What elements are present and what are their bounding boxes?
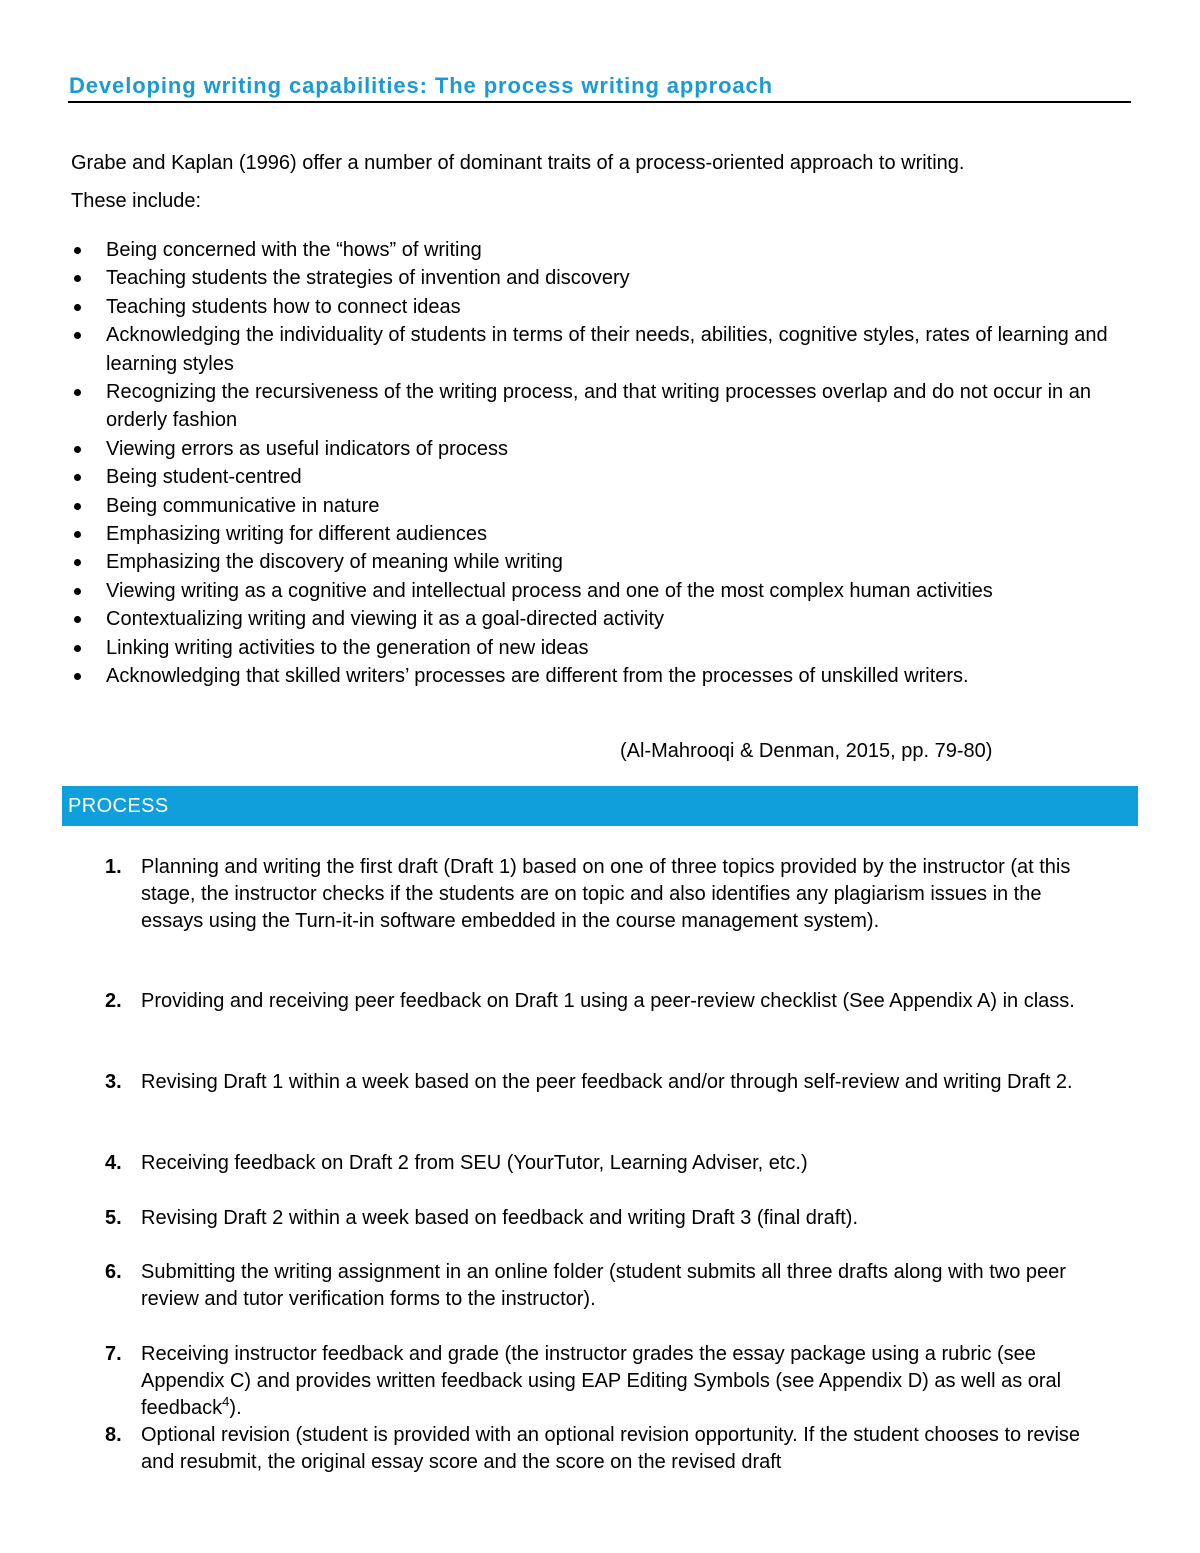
list-item [71, 577, 1141, 605]
step-text: Providing and receiving peer feedback on Draft 1 using a peer-review checklist (See Appendix A) in class. [141, 990, 1075, 1012]
step-text: Revising Draft 1 within a week based on the peer feedback and/or through self-review and writing Draft 2. [141, 1071, 1073, 1093]
bullet-icon [74, 304, 81, 311]
list-item-text: Acknowledging that skilled writers’ processes are different from the processes of unskilled writers. [106, 665, 969, 688]
intro-line-2: These include: [71, 190, 202, 212]
step-item [99, 1422, 1099, 1476]
list-item [71, 264, 1141, 292]
step-item [99, 1069, 1099, 1096]
step-number: 4. [105, 1152, 122, 1174]
bullet-icon [74, 673, 81, 680]
step-text: Revising Draft 2 within a week based on feedback and writing Draft 3 (final draft). [141, 1207, 859, 1229]
list-item [71, 463, 1141, 491]
traits-bullet-list [71, 236, 1141, 691]
page-title: Developing writing capabilities: The process writing approach [69, 73, 774, 98]
list-item-text: Being communicative in nature [106, 494, 380, 517]
step-text: Optional revision (student is provided with an optional revision opportunity. If the student chooses to revise and resubmit, the original essay score and the score on the revised draft [141, 1424, 1081, 1473]
bullet-icon [74, 446, 81, 453]
bullet-icon [74, 531, 81, 538]
list-item-text: Being student-centred [106, 466, 302, 489]
bullet-icon [74, 474, 81, 481]
step-text: Planning and writing the first draft (Draft 1) based on one of three topics provided by the instructor (at this stage, the instructor checks if the students are on topic and also identifies any plagiarism issues in the essays using the Turn-it-in software embedded in the course management system). [141, 856, 1071, 932]
step-number: 6. [105, 1261, 122, 1283]
step-number: 8. [105, 1424, 122, 1446]
list-item [71, 548, 1141, 576]
list-item [71, 634, 1141, 662]
list-item [71, 321, 1141, 378]
list-item-text: Emphasizing the discovery of meaning while writing [106, 551, 563, 574]
list-item-text: Emphasizing writing for different audiences [106, 523, 487, 546]
bullet-icon [74, 645, 81, 652]
step-number: 3. [105, 1071, 122, 1093]
bullet-icon [74, 503, 81, 510]
list-item-text: Viewing errors as useful indicators of process [106, 437, 509, 460]
list-item [71, 492, 1141, 520]
step-text: Submitting the writing assignment in an online folder (student submits all three drafts along with two peer review and tutor verification forms to the instructor). [141, 1261, 1066, 1310]
list-item [71, 293, 1141, 321]
bullet-icon [74, 275, 81, 282]
step-item [99, 1150, 1099, 1177]
step-text: Receiving feedback on Draft 2 from SEU (YourTutor, Learning Adviser, etc.) [141, 1152, 808, 1174]
list-item [71, 378, 1141, 435]
title-underline [68, 101, 1131, 103]
step-text-end: ). [229, 1397, 242, 1419]
bullet-icon [74, 559, 81, 566]
step-item [99, 988, 1099, 1015]
intro-paragraph [71, 144, 1151, 220]
section-header-process: PROCESS [62, 786, 1138, 826]
step-number: 2. [105, 990, 122, 1012]
step-number: 5. [105, 1207, 122, 1229]
list-item [71, 236, 1141, 264]
bullet-icon [74, 616, 81, 623]
list-item-text: Recognizing the recursiveness of the writing process, and that writing processes overlap and do not occur in an orderly fashion [106, 381, 1091, 432]
intro-line-1: Grabe and Kaplan (1996) offer a number of dominant traits of a process-oriented approach to writing. [71, 152, 965, 174]
bullet-icon [74, 389, 81, 396]
step-number: 1. [105, 856, 122, 878]
list-item-text: Teaching students how to connect ideas [106, 295, 461, 318]
list-item-text: Viewing writing as a cognitive and intellectual process and one of the most complex human activities [106, 579, 993, 602]
step-item [99, 1341, 1099, 1422]
list-item-text: Being concerned with the “hows” of writing [106, 239, 482, 261]
bullet-icon [74, 588, 81, 595]
list-item-text: Teaching students the strategies of invention and discovery [106, 267, 630, 290]
list-item [71, 520, 1141, 548]
step-item [99, 1205, 1099, 1232]
list-item [71, 662, 1141, 690]
bullet-icon [74, 332, 81, 339]
list-item [71, 605, 1141, 633]
list-item [71, 435, 1141, 463]
step-item [99, 1259, 1099, 1313]
bullet-icon [74, 247, 81, 254]
citation: (Al-Mahrooqi & Denman, 2015, pp. 79-80) [620, 740, 993, 762]
list-item-text: Contextualizing writing and viewing it as a goal-directed activity [106, 608, 665, 631]
footnote-marker: 4 [222, 1394, 230, 1409]
step-number: 7. [105, 1343, 122, 1365]
list-item-text: Acknowledging the individuality of students in terms of their needs, abilities, cognitive styles, rates of learning and learning styles [106, 324, 1108, 375]
step-text: Receiving instructor feedback and grade (the instructor grades the essay package using a rubric (see Appendix C) and provides written feedback using EAP Editing Symbols (see Appendix D) as well as oral feedback [141, 1343, 1062, 1419]
list-item-text: Linking writing activities to the generation of new ideas [106, 636, 589, 659]
step-item [99, 854, 1099, 935]
